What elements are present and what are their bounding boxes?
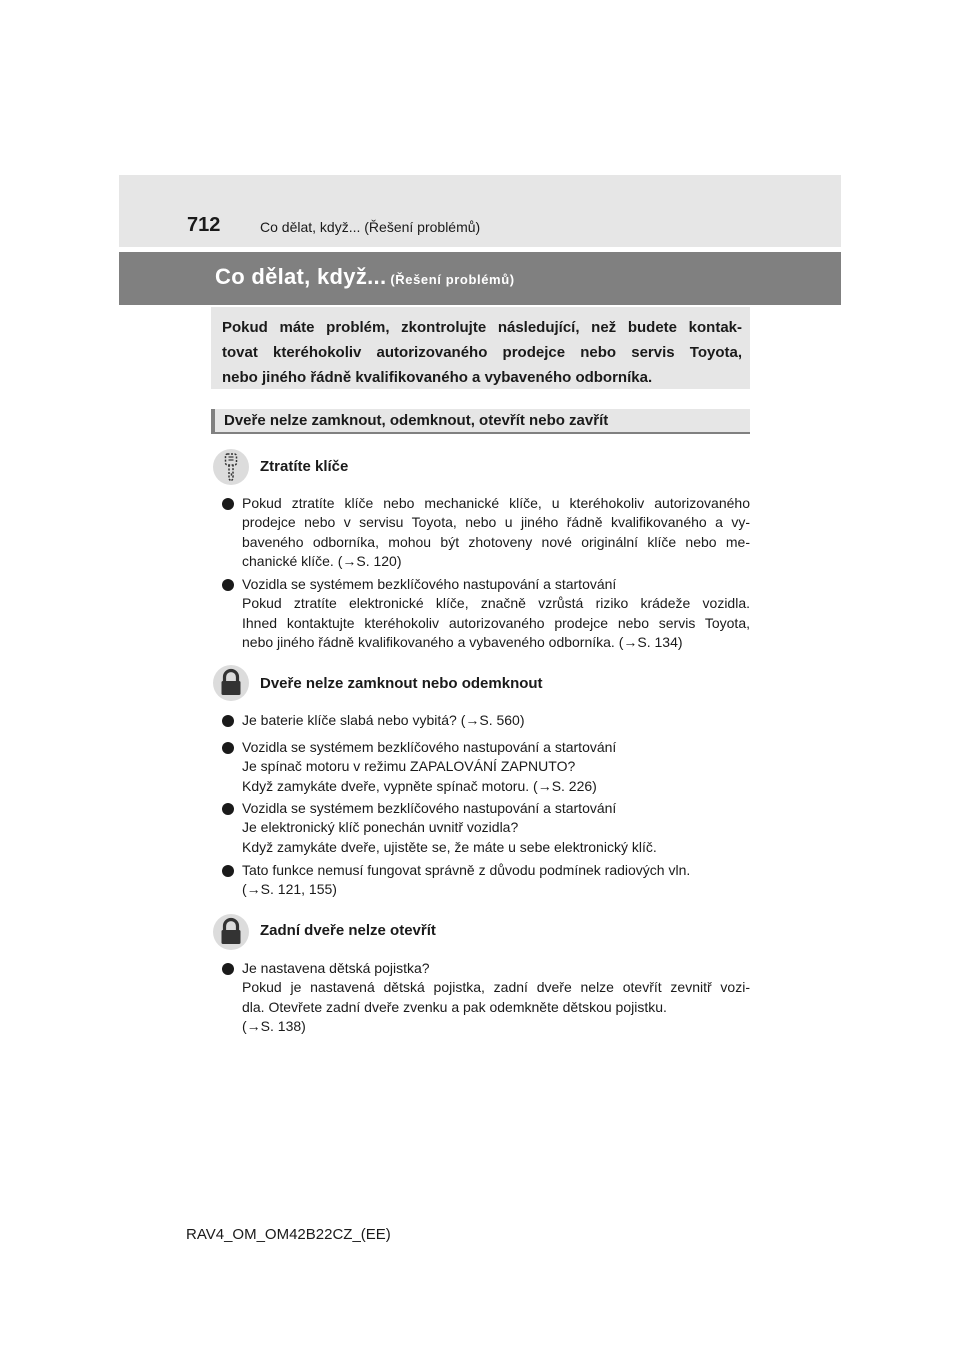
text-line: baveného odborníka, mohou být zhotoveny nové originální klíče nebo me- — [242, 533, 750, 550]
text-line: Je spínač motoru v režimu ZAPALOVÁNÍ ZAPNUTO? — [242, 758, 576, 775]
intro-line: Pokud máte problém, zkontrolujte následující, než budete kontak- — [222, 319, 742, 336]
text-line: Je baterie klíče slabá nebo vybitá? (→S. 560) — [242, 712, 525, 728]
topic-heading-lost-keys: Ztratíte klíče — [260, 458, 349, 475]
padlock-icon — [212, 913, 250, 951]
page-title-main: Co dělat, když... — [215, 264, 387, 289]
running-head: Co dělat, když... (Řešení problémů) — [260, 219, 481, 235]
section-heading: Dveře nelze zamknout, odemknout, otevřít nebo zavřít — [224, 412, 609, 429]
text-line: Je nastavena dětská pojistka? — [242, 960, 430, 976]
text-line: Tato funkce nemusí fungovat správně z důvodu podmínek radiových vln. — [242, 862, 691, 878]
text-line: (→S. 121, 155) — [242, 881, 337, 898]
intro-text — [222, 315, 742, 390]
header-band — [119, 175, 841, 247]
text-line: (→S. 138) — [242, 1018, 306, 1035]
text-line: nebo jiného řádně kvalifikovaného a vybaveného odborníka. (→S. 134) — [242, 634, 683, 651]
page-title — [215, 264, 515, 290]
topic-heading-lock-unlock: Dveře nelze zamknout nebo odemknout — [260, 675, 543, 692]
padlock-icon — [212, 664, 250, 702]
intro-line: nebo jiného řádně kvalifikovaného a vybaveného odborníka. — [222, 369, 653, 386]
text-line: Když zamykáte dveře, ujistěte se, že máte u sebe elektronický klíč. — [242, 838, 657, 855]
text-line: Pokud ztratíte elektronické klíče, značně vzrůstá riziko krádeže vozidla. — [242, 595, 750, 612]
text-line: Když zamykáte dveře, vypněte spínač motoru. (→S. 226) — [242, 777, 597, 794]
bullet-icon — [222, 715, 234, 727]
page-number: 712 — [187, 214, 221, 236]
text-line: dla. Otevřete zadní dveře zvenku a pak odemkněte dětskou pojistku. — [242, 998, 667, 1015]
page-title-sub: (Řešení problémů) — [390, 272, 515, 287]
text-line: chanické klíče. (→S. 120) — [242, 553, 402, 570]
bullet-icon — [222, 498, 234, 510]
bullet-icon — [222, 963, 234, 975]
document-code: RAV4_OM_OM42B22CZ_(EE) — [186, 1226, 391, 1243]
text-line: Vozidla se systémem bezklíčového nastupování a startování — [242, 576, 617, 592]
intro-line: tovat kteréhokoliv autorizovaného prodejce nebo servis Toyota, — [222, 344, 742, 361]
bullet-icon — [222, 803, 234, 815]
bullet-icon — [222, 579, 234, 591]
key-icon — [212, 448, 250, 486]
topic-heading-rear-door: Zadní dveře nelze otevřít — [260, 922, 436, 939]
text-line: prodejce nebo v servisu Toyota, nebo u jiného řádně kvalifikovaného a vy- — [242, 514, 750, 531]
text-line: Pokud je nastavená dětská pojistka, zadní dveře nelze otevřít zevnitř vozi- — [242, 979, 750, 996]
text-line: Pokud ztratíte klíče nebo mechanické klíče, u kteréhokoliv autorizovaného — [242, 495, 750, 511]
bullet-icon — [222, 865, 234, 877]
bullet-icon — [222, 742, 234, 754]
text-line: Vozidla se systémem bezklíčového nastupování a startování — [242, 739, 617, 755]
text-line: Ihned kontaktujte kteréhokoliv autorizovaného prodejce nebo servis Toyota, — [242, 614, 750, 631]
text-line: Je elektronický klíč ponechán uvnitř vozidla? — [242, 819, 519, 836]
text-line: Vozidla se systémem bezklíčového nastupování a startování — [242, 800, 617, 816]
